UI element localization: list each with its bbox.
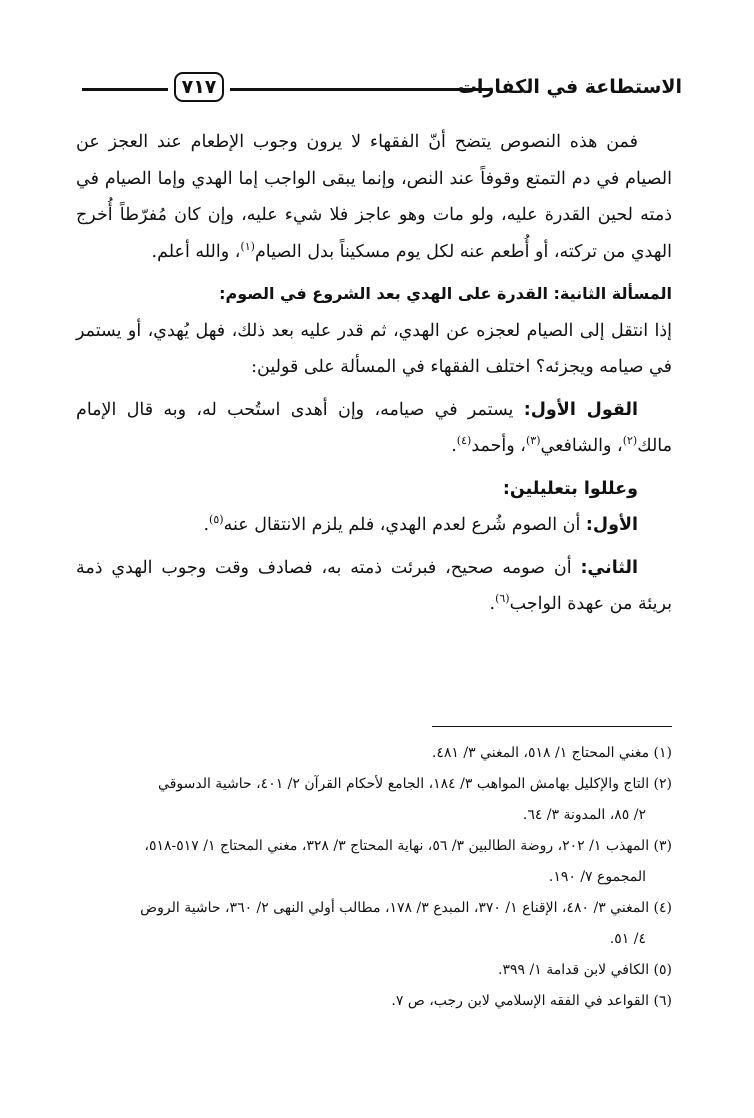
paragraph-3-mid1: ، والشافعي [540, 436, 623, 456]
footnote-2-continuation: ٢/ ٨٥، المدونة ٣/ ٦٤. [522, 807, 646, 823]
footnote-ref-2: (٢) [622, 434, 638, 448]
paragraph-5-text: أن الصوم شُرع لعدم الهدي، فلم يلزم الانتقال عنه [223, 515, 586, 535]
footnote-3: (٣) المهذب ١/ ٢٠٢، روضة الطالبين ٣/ ٥٦، نهاية المحتاج ٣/ ٣٢٨، مغني المحتاج ١/ ٥١٧-٥١٨، [144, 838, 672, 854]
header-rule-left [82, 88, 168, 91]
paragraph-1 [76, 124, 672, 270]
first-reason-label: الأول: [585, 515, 638, 535]
section-heading: المسألة الثانية: القدرة على الهدي بعد الشروع في الصوم: [219, 284, 672, 303]
paragraph-1-text: فمن هذه النصوص يتضح أنّ الفقهاء لا يرون وجوب الإطعام عند العجز عن الصيام في دم التمتع وقوفاً عند النص، وإنما يبقى الواجب إما الهدي وإما الصيام في ذمته لحين القدرة عليه، ولو مات وهو عاجز فلا شيء عليه، وإن كان مُفرّطاً أُخرج الهدي من تركته، أو أُطعم عنه لكل يوم مسكيناً بدل الصيام [76, 132, 672, 262]
footnote-ref-5: (٥) [209, 513, 224, 527]
footnote-4: (٤) المغني ٣/ ٤٨٠، الإقناع ١/ ٣٧٠، المبدع ٣/ ١٧٨، مطالب أولي النهى ٢/ ٣٦٠، حاشية الروض [140, 900, 672, 916]
paragraph-6-end: . [489, 594, 496, 614]
footnote-3-continuation: المجموع ٧/ ١٩٠. [548, 869, 646, 885]
running-header [82, 72, 682, 108]
paragraph-3-text: يستمر في صيامه، وإن أهدى استُحب له، وبه قال الإمام مالك [76, 399, 672, 456]
footnote-ref-4: (٤) [456, 434, 472, 448]
paragraph-6 [76, 550, 672, 623]
page-number: ٧١٧ [174, 72, 224, 102]
footnote-4-continuation: ٤/ ٥١. [609, 931, 646, 947]
paragraph-5-end: . [203, 515, 210, 535]
paragraph-1-tail: ، والله أعلم. [151, 241, 241, 262]
footnote-ref-6: (٦) [495, 592, 510, 606]
footnote-5: (٥) الكافي لابن قدامة ١/ ٣٩٩. [498, 962, 672, 978]
footnote-1: (١) مغني المحتاج ١/ ٥١٨، المغني ٣/ ٤٨١. [431, 745, 672, 761]
footnotes [72, 738, 672, 1017]
chapter-title: الاستطاعة في الكفارات [457, 76, 682, 98]
footnote-ref-1: (١) [240, 239, 255, 253]
footnote-ref-3: (٣) [525, 434, 541, 448]
first-opinion-label: القول الأول: [523, 399, 638, 420]
paragraph-4: وعللوا بتعليلين: [502, 478, 638, 499]
footnote-6: (٦) القواعد في الفقه الإسلامي لابن رجب، ص ٧. [391, 993, 672, 1009]
footnote-separator [432, 726, 672, 727]
second-reason-label: الثاني: [580, 557, 638, 578]
paragraph-3-mid2: ، وأحمد [471, 436, 526, 456]
footnote-2: (٢) التاج والإكليل بهامش المواهب ٣/ ١٨٤، الجامع لأحكام القرآن ٢/ ٤٠١، حاشية الدسوقي [158, 776, 672, 792]
paragraph-2: إذا انتقل إلى الصيام لعجزه عن الهدي، ثم قدر عليه بعد ذلك، فهل يُهدي، أو يستمر في صيامه ويجزئه؟ اختلف الفقهاء في المسألة على قولين: [76, 320, 672, 377]
paragraph-5 [76, 507, 672, 544]
main-text [76, 124, 672, 623]
paragraph-3-end: . [451, 436, 457, 456]
paragraph-6-text: أن صومه صحيح، فبرئت ذمته به، فصادف وقت وجوب الهدي ذمة بريئة من عهدة الواجب [76, 557, 672, 614]
header-rule [230, 88, 492, 91]
paragraph-3 [76, 392, 672, 465]
